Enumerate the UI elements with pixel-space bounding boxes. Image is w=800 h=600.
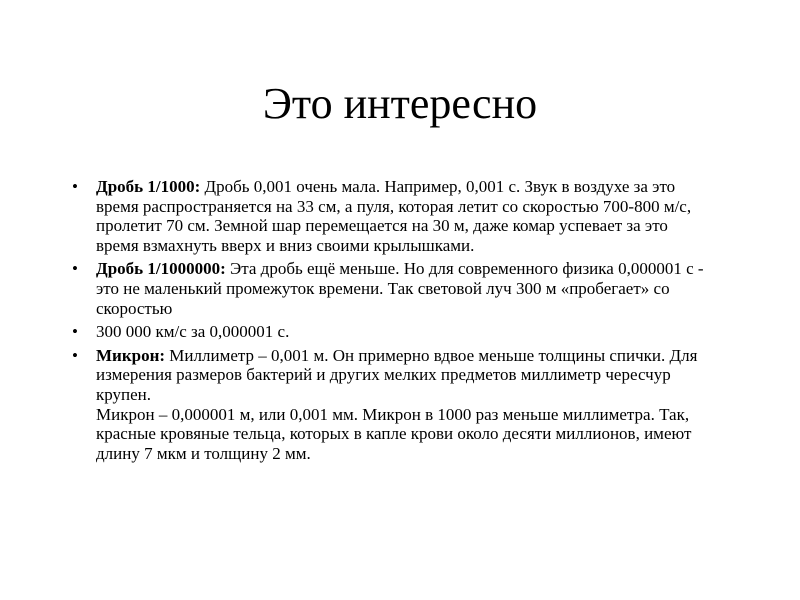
list-item xyxy=(72,322,712,342)
item-text: 300 000 км/с за 0,000001 с. xyxy=(96,322,290,342)
term-label: Дробь 1/1000: xyxy=(96,177,201,196)
list-item xyxy=(72,346,712,464)
slide-title: Это интересно xyxy=(262,79,538,128)
list-item xyxy=(72,259,712,318)
term-label: Микрон: xyxy=(96,345,166,365)
item-text: Эта дробь ещё меньше. Но для современного физика 0,000001 с - это не маленький промежуток времени. Так световой луч 300 м «пробегает» со скоростью xyxy=(96,259,704,318)
bullet-icon: • xyxy=(72,345,78,365)
bullet-icon: • xyxy=(72,259,78,279)
bullet-icon: • xyxy=(72,322,78,342)
item-text: Миллиметр – 0,001 м. Он примерно вдвое меньше толщины спички. Для измерения размеров бактерий и других мелких предметов миллиметр чересчур крупен. xyxy=(96,345,698,404)
bullet-list xyxy=(72,177,712,467)
term-label: Дробь 1/1000000: xyxy=(96,259,226,279)
bullet-icon: • xyxy=(72,177,78,196)
item-text: Дробь 0,001 очень мала. Например, 0,001 с. Звук в воздухе за это время распространяется на 33 см, а пуля, которая летит со скоростью 700-800 м/с, пролетит 70 см. Земной шар перемещается на 30 м, даже комар успевает за это время взмахнуть вверх и вниз своими крылышками. xyxy=(96,177,692,255)
item-text-continued: Микрон – 0,000001 м, или 0,001 мм. Микрон в 1000 раз меньше миллиметра. Так, красные кровяные тельца, которых в капле крови около десяти миллионов, имеют длину 7 мкм и толщину 2 мм. xyxy=(96,404,692,463)
list-item xyxy=(72,177,712,255)
